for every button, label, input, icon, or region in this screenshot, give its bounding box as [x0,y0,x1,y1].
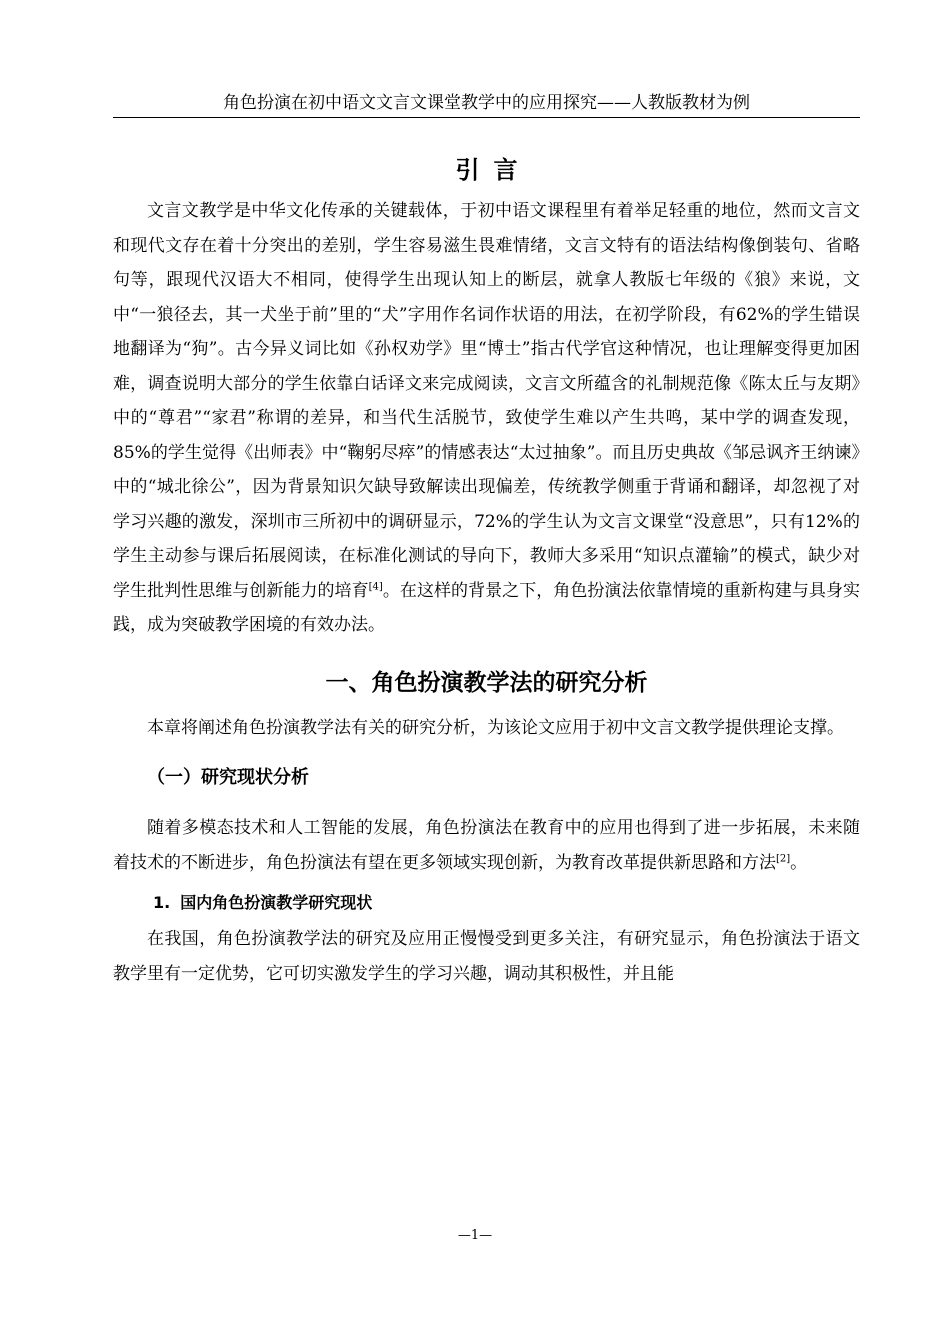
intro-heading: 引言 [455,156,532,184]
citation-ref: [2] [776,852,791,864]
chapter-heading: 一、角色扮演教学法的研究分析 [325,669,648,696]
intro-paragraph-text: 文言文教学是中华文化传承的关键载体，于初中语文课程里有着举足轻重的地位，然而文言文和现代文存在着十分突出的差别，学生容易滋生畏难情绪，文言文特有的语法结构像倒装句、省略句等，跟现代汉语大不相同，使得学生出现认知上的断层，就拿人教版七年级的《狼》来说，文中“一狼径去，其一犬坐于前”里的“犬”字用作名词作状语的用法，在初学阶段，有62%的学生错误地翻译为“狗”。古今异义词比如《孙权劝学》里“博士”指古代学官这种情况，也让理解变得更加困难，调查说明大部分的学生依靠白话译文来完成阅读，文言文所蕴含的礼制规范像《陈太丘与友期》中的“尊君”“家君”称谓的差异，和当代生活脱节，致使学生难以产生共鸣，某中学的调查发现，85%的学生觉得《出师表》中“鞠躬尽瘁”的情感表达“太过抽象”。而且历史典故《邹忌讽齐王纳谏》中的“城北徐公”，因为背景知识欠缺导致解读出现偏差，传统教学侧重于背诵和翻译，却忽视了对学习兴趣的激发，深圳市三所初中的调研显示，72%的学生认为文言文课堂“没意思”，只有12%的学生主动参与课后拓展阅读，在标准化测试的导向下，教师大多采用“知识点灌输”的模式，缺少对学生批判性思维与创新能力的培育 [113,201,860,601]
section-heading: （一）研究现状分析 [147,767,309,788]
chapter-intro-paragraph: 本章将阐述角色扮演教学法有关的研究分析，为该论文应用于初中文言文教学提供理论支撑。 [147,717,844,738]
subsection-paragraph: 在我国，角色扮演教学法的研究及应用正慢慢受到更多关注，有研究显示，角色扮演法于语文教学里有一定优势，它可切实激发学生的学习兴趣，调动其积极性，并且能 [113,929,860,984]
intro-paragraph-text-end: 。在这样的背景之下，角色扮演法依靠情境的重新构建与具身实践，成为突破教学困境的有效办法。 [113,580,861,635]
section-paragraph [113,811,860,880]
section-paragraph-text-end: 。 [790,852,808,873]
citation-ref: [4] [368,580,383,592]
intro-paragraph [113,194,860,643]
running-header: 角色扮演在初中语文文言文课堂教学中的应用探究——人教版教材为例 [113,92,860,118]
section-paragraph-text: 随着多模态技术和人工智能的发展，角色扮演法在教育中的应用也得到了进一步拓展，未来随着技术的不断进步，角色扮演法有望在更多领域实现创新，为教育改革提供新思路和方法 [113,818,860,873]
subsection-heading [153,886,860,920]
page-content [113,150,860,991]
subsection-title: 国内角色扮演教学研究现状 [180,893,373,912]
subsection-number: 1. [153,893,171,912]
page-number: —1— [457,1228,493,1243]
